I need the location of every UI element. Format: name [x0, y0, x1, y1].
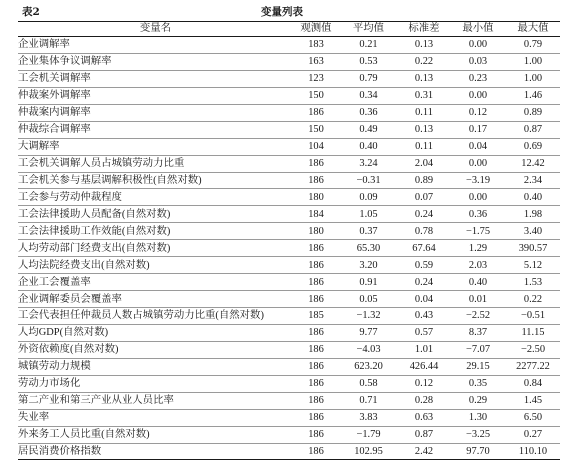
- cell-std-dev: 2.42: [398, 443, 450, 460]
- cell-max: 0.27: [506, 426, 560, 443]
- cell-min: −7.07: [450, 341, 506, 358]
- cell-observations: 186: [293, 375, 339, 392]
- cell-max: 0.69: [506, 138, 560, 155]
- cell-mean: 0.71: [339, 392, 398, 409]
- cell-min: 0.00: [450, 37, 506, 54]
- cell-min: 0.23: [450, 70, 506, 87]
- table-row: [18, 70, 560, 87]
- header-variable-name: 变量名: [18, 22, 293, 37]
- cell-observations: 180: [293, 189, 339, 206]
- cell-variable-name: 大调解率: [18, 138, 293, 155]
- cell-max: 1.45: [506, 392, 560, 409]
- header-std-dev: 标准差: [398, 22, 450, 37]
- cell-observations: 186: [293, 257, 339, 274]
- table-row: [18, 443, 560, 460]
- cell-variable-name: 人均GDP(自然对数): [18, 324, 293, 341]
- cell-variable-name: 企业调解委员会覆盖率: [18, 291, 293, 308]
- cell-variable-name: 工会代表担任仲裁员人数占城镇劳动力比重(自然对数): [18, 308, 293, 325]
- cell-variable-name: 人均劳动部门经费支出(自然对数): [18, 240, 293, 257]
- table-row: [18, 37, 560, 54]
- table-row: [18, 155, 560, 172]
- table-row: [18, 53, 560, 70]
- table-row: [18, 104, 560, 121]
- cell-mean: 623.20: [339, 358, 398, 375]
- cell-min: 0.36: [450, 206, 506, 223]
- cell-max: 0.22: [506, 291, 560, 308]
- cell-variable-name: 仲裁案外调解率: [18, 87, 293, 104]
- cell-variable-name: 工会参与劳动仲裁程度: [18, 189, 293, 206]
- cell-max: 3.40: [506, 223, 560, 240]
- table-number-label: 表2: [22, 6, 40, 18]
- cell-variable-name: 第二产业和第三产业从业人员比率: [18, 392, 293, 409]
- cell-observations: 150: [293, 121, 339, 138]
- cell-std-dev: 0.57: [398, 324, 450, 341]
- cell-mean: 3.24: [339, 155, 398, 172]
- cell-mean: 0.40: [339, 138, 398, 155]
- table-header-row: [18, 22, 560, 37]
- cell-mean: 0.37: [339, 223, 398, 240]
- cell-max: 0.89: [506, 104, 560, 121]
- cell-mean: 0.34: [339, 87, 398, 104]
- cell-observations: 186: [293, 443, 339, 460]
- cell-std-dev: 0.13: [398, 70, 450, 87]
- cell-observations: 186: [293, 409, 339, 426]
- cell-mean: 1.05: [339, 206, 398, 223]
- cell-std-dev: 67.64: [398, 240, 450, 257]
- cell-min: 29.15: [450, 358, 506, 375]
- header-mean: 平均值: [339, 22, 398, 37]
- table-row: [18, 409, 560, 426]
- table-row: [18, 172, 560, 189]
- cell-variable-name: 工会机关调解人员占城镇劳动力比重: [18, 155, 293, 172]
- cell-std-dev: 0.22: [398, 53, 450, 70]
- cell-variable-name: 工会法律援助工作效能(自然对数): [18, 223, 293, 240]
- cell-observations: 186: [293, 426, 339, 443]
- cell-observations: 186: [293, 274, 339, 291]
- cell-variable-name: 城镇劳动力规模: [18, 358, 293, 375]
- cell-min: −3.25: [450, 426, 506, 443]
- cell-mean: 9.77: [339, 324, 398, 341]
- cell-observations: 183: [293, 37, 339, 54]
- cell-mean: 0.09: [339, 189, 398, 206]
- cell-std-dev: 0.13: [398, 121, 450, 138]
- cell-mean: 0.05: [339, 291, 398, 308]
- cell-std-dev: 0.12: [398, 375, 450, 392]
- cell-std-dev: 0.89: [398, 172, 450, 189]
- table-row: [18, 138, 560, 155]
- cell-variable-name: 仲裁综合调解率: [18, 121, 293, 138]
- cell-variable-name: 企业集体争议调解率: [18, 53, 293, 70]
- cell-min: −2.52: [450, 308, 506, 325]
- cell-min: 0.29: [450, 392, 506, 409]
- cell-observations: 186: [293, 172, 339, 189]
- cell-mean: −4.03: [339, 341, 398, 358]
- cell-observations: 104: [293, 138, 339, 155]
- cell-variable-name: 人均法院经费支出(自然对数): [18, 257, 293, 274]
- cell-min: 1.29: [450, 240, 506, 257]
- table-row: [18, 324, 560, 341]
- cell-std-dev: 1.01: [398, 341, 450, 358]
- cell-observations: 186: [293, 104, 339, 121]
- cell-min: 8.37: [450, 324, 506, 341]
- cell-min: 0.40: [450, 274, 506, 291]
- cell-max: 2.34: [506, 172, 560, 189]
- table-row: [18, 257, 560, 274]
- cell-variable-name: 外来务工人员比重(自然对数): [18, 426, 293, 443]
- cell-variable-name: 工会机关调解率: [18, 70, 293, 87]
- cell-std-dev: 426.44: [398, 358, 450, 375]
- cell-std-dev: 0.43: [398, 308, 450, 325]
- table-row: [18, 341, 560, 358]
- cell-observations: 186: [293, 392, 339, 409]
- cell-observations: 180: [293, 223, 339, 240]
- cell-max: 110.10: [506, 443, 560, 460]
- cell-std-dev: 2.04: [398, 155, 450, 172]
- cell-mean: 0.58: [339, 375, 398, 392]
- cell-max: 1.00: [506, 53, 560, 70]
- table-title: 变量列表: [261, 6, 303, 18]
- cell-std-dev: 0.63: [398, 409, 450, 426]
- cell-min: 0.35: [450, 375, 506, 392]
- cell-min: −3.19: [450, 172, 506, 189]
- cell-mean: 3.83: [339, 409, 398, 426]
- table-row: [18, 274, 560, 291]
- cell-min: 97.70: [450, 443, 506, 460]
- cell-std-dev: 0.24: [398, 274, 450, 291]
- cell-variable-name: 仲裁案内调解率: [18, 104, 293, 121]
- cell-variable-name: 企业调解率: [18, 37, 293, 54]
- cell-max: 0.40: [506, 189, 560, 206]
- cell-mean: 0.36: [339, 104, 398, 121]
- table-caption: [0, 4, 564, 18]
- cell-mean: 102.95: [339, 443, 398, 460]
- cell-min: 0.01: [450, 291, 506, 308]
- table-body: [18, 37, 560, 460]
- cell-std-dev: 0.59: [398, 257, 450, 274]
- cell-max: 1.46: [506, 87, 560, 104]
- cell-max: 1.53: [506, 274, 560, 291]
- cell-min: 0.00: [450, 189, 506, 206]
- cell-observations: 186: [293, 324, 339, 341]
- cell-std-dev: 0.28: [398, 392, 450, 409]
- cell-observations: 185: [293, 308, 339, 325]
- cell-std-dev: 0.04: [398, 291, 450, 308]
- cell-max: 5.12: [506, 257, 560, 274]
- cell-max: 0.79: [506, 37, 560, 54]
- table-row: [18, 291, 560, 308]
- cell-max: 6.50: [506, 409, 560, 426]
- variable-list-table: [18, 21, 560, 460]
- cell-mean: 0.91: [339, 274, 398, 291]
- cell-max: 0.87: [506, 121, 560, 138]
- cell-observations: 186: [293, 291, 339, 308]
- cell-mean: 65.30: [339, 240, 398, 257]
- cell-observations: 184: [293, 206, 339, 223]
- cell-std-dev: 0.13: [398, 37, 450, 54]
- cell-variable-name: 失业率: [18, 409, 293, 426]
- cell-observations: 150: [293, 87, 339, 104]
- cell-max: 2277.22: [506, 358, 560, 375]
- cell-variable-name: 外资依赖度(自然对数): [18, 341, 293, 358]
- table-row: [18, 358, 560, 375]
- cell-variable-name: 居民消费价格指数: [18, 443, 293, 460]
- cell-observations: 186: [293, 155, 339, 172]
- table-row: [18, 189, 560, 206]
- header-max: 最大值: [506, 22, 560, 37]
- cell-observations: 186: [293, 240, 339, 257]
- table-row: [18, 240, 560, 257]
- table-row: [18, 426, 560, 443]
- cell-min: 1.30: [450, 409, 506, 426]
- table-row: [18, 206, 560, 223]
- cell-max: −0.51: [506, 308, 560, 325]
- cell-max: −2.50: [506, 341, 560, 358]
- cell-mean: −1.32: [339, 308, 398, 325]
- cell-mean: 3.20: [339, 257, 398, 274]
- cell-max: 1.00: [506, 70, 560, 87]
- cell-min: 0.03: [450, 53, 506, 70]
- table-row: [18, 392, 560, 409]
- cell-max: 0.84: [506, 375, 560, 392]
- table-row: [18, 223, 560, 240]
- cell-min: 0.12: [450, 104, 506, 121]
- cell-std-dev: 0.07: [398, 189, 450, 206]
- cell-min: 0.17: [450, 121, 506, 138]
- cell-max: 11.15: [506, 324, 560, 341]
- cell-variable-name: 工会机关参与基层调解积极性(自然对数): [18, 172, 293, 189]
- cell-std-dev: 0.11: [398, 138, 450, 155]
- cell-std-dev: 0.11: [398, 104, 450, 121]
- cell-min: 0.00: [450, 87, 506, 104]
- cell-std-dev: 0.24: [398, 206, 450, 223]
- cell-mean: 0.21: [339, 37, 398, 54]
- cell-max: 390.57: [506, 240, 560, 257]
- table-row: [18, 87, 560, 104]
- table-row: [18, 308, 560, 325]
- cell-mean: −1.79: [339, 426, 398, 443]
- table-row: [18, 121, 560, 138]
- cell-min: 2.03: [450, 257, 506, 274]
- cell-std-dev: 0.87: [398, 426, 450, 443]
- table-row: [18, 375, 560, 392]
- cell-mean: 0.49: [339, 121, 398, 138]
- cell-variable-name: 工会法律援助人员配备(自然对数): [18, 206, 293, 223]
- cell-std-dev: 0.78: [398, 223, 450, 240]
- cell-observations: 186: [293, 358, 339, 375]
- cell-min: 0.04: [450, 138, 506, 155]
- cell-max: 1.98: [506, 206, 560, 223]
- cell-variable-name: 企业工会覆盖率: [18, 274, 293, 291]
- header-observations: 观测值: [293, 22, 339, 37]
- cell-min: 0.00: [450, 155, 506, 172]
- cell-min: −1.75: [450, 223, 506, 240]
- cell-observations: 123: [293, 70, 339, 87]
- cell-mean: −0.31: [339, 172, 398, 189]
- header-min: 最小值: [450, 22, 506, 37]
- cell-max: 12.42: [506, 155, 560, 172]
- cell-variable-name: 劳动力市场化: [18, 375, 293, 392]
- cell-mean: 0.53: [339, 53, 398, 70]
- cell-std-dev: 0.31: [398, 87, 450, 104]
- cell-mean: 0.79: [339, 70, 398, 87]
- cell-observations: 186: [293, 341, 339, 358]
- cell-observations: 163: [293, 53, 339, 70]
